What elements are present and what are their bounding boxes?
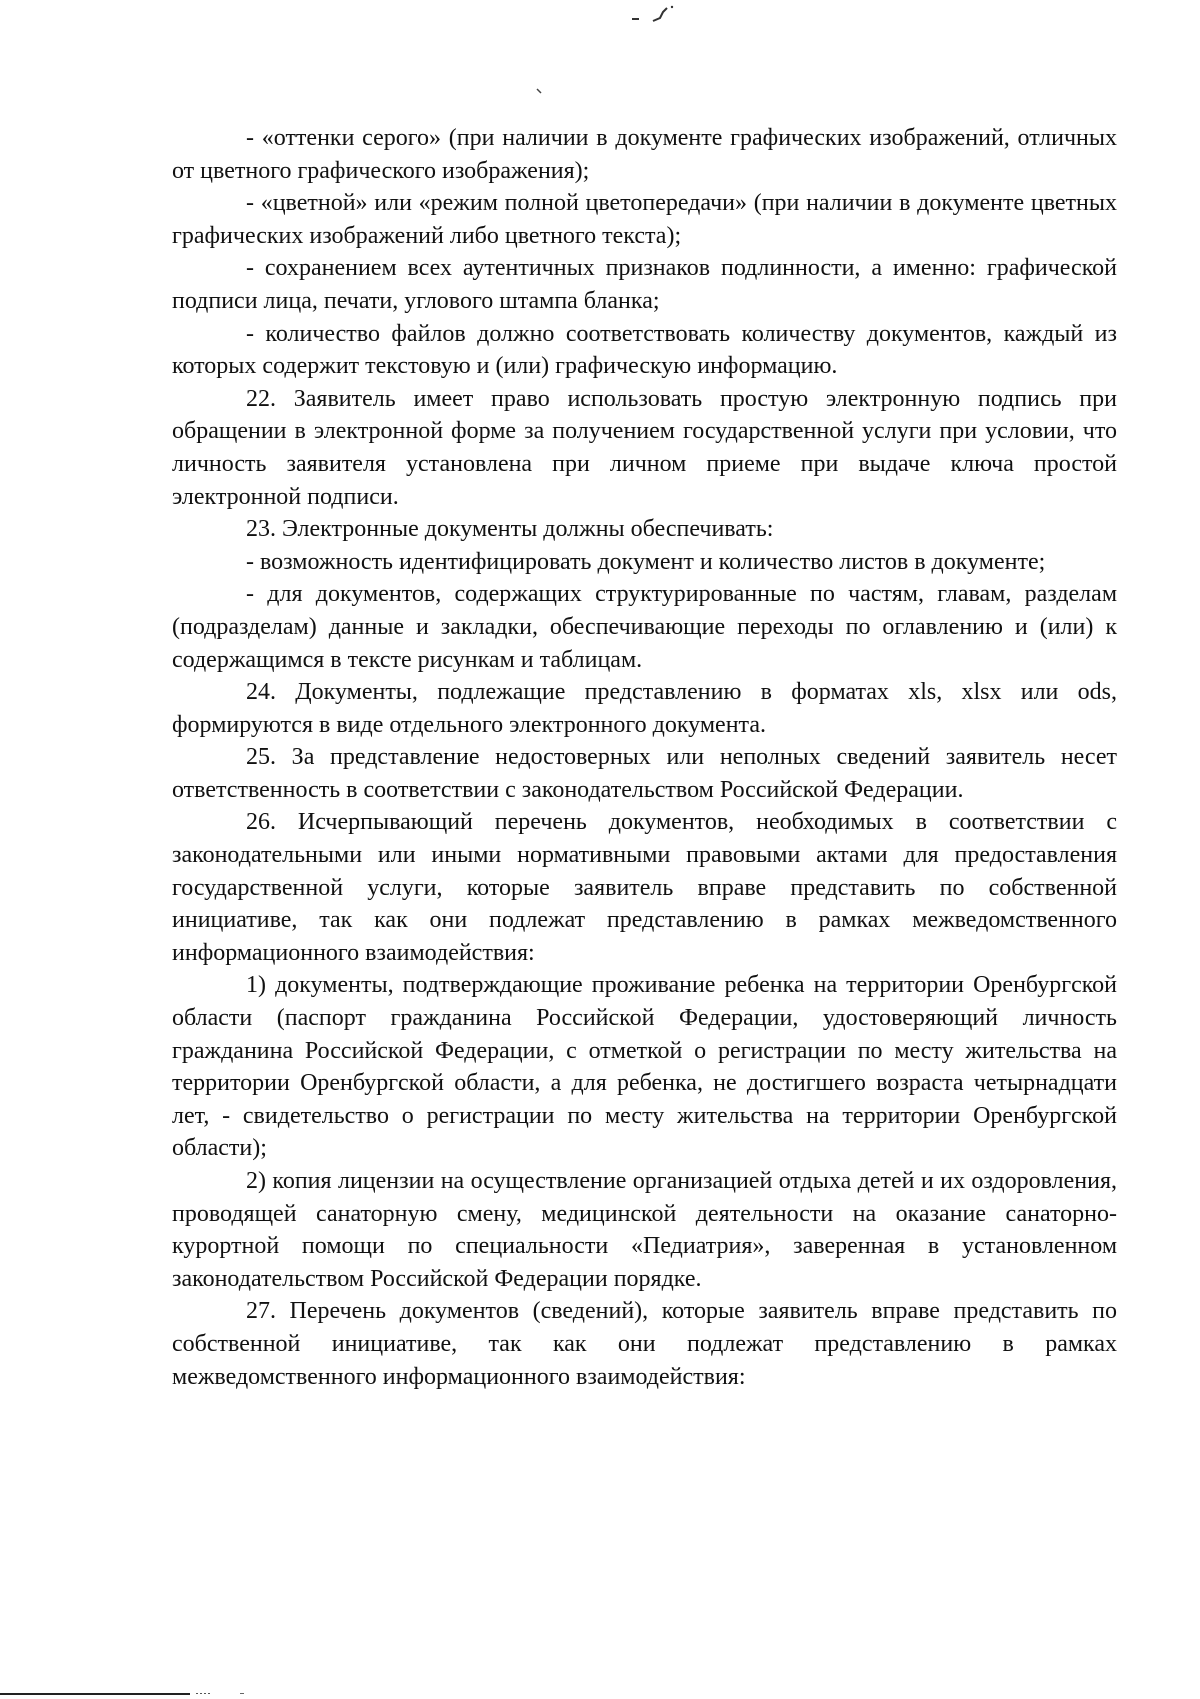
scan-artifact-top	[630, 4, 680, 26]
document-body	[172, 122, 1117, 1393]
paragraph-authenticity: - сохранением всех аутентичных признаков подлинности, а именно: графической подписи лица, печати, углового штампа бланка;	[172, 255, 1117, 314]
paragraph-item-1: 1) документы, подтверждающие проживание ребенка на территории Оренбургской области (паспорт гражданина Российской Федерации, удостоверяющий личность гражданина Российской Федерации, с отметкой о регистрации по месту жительства на территории Оренбургской области, а для ребенка, не достигшего возраста четырнадцати лет, - свидетельство о регистрации по месту жительства на территории Оренбургской области);	[172, 972, 1117, 1162]
paragraph-file-count: - количество файлов должно соответствовать количеству документов, каждый из которых содержит текстовую и (или) графическую информацию.	[172, 320, 1117, 380]
paragraph-clause-25: 25. За представление недостоверных или неполных сведений заявитель несет ответственность в соответствии с законодательством Российской Федерации.	[172, 744, 1117, 803]
paragraph-clause-26: 26. Исчерпывающий перечень документов, необходимых в соответствии с законодательными или иными нормативными правовыми актами для предоставления государственной услуги, которые заявитель вправе представить по собственной инициативе, так как они подлежат представлению в рамках межведомственного информационного взаимодействия:	[172, 809, 1117, 966]
paragraph-clause-27: 27. Перечень документов (сведений), которые заявитель вправе представить по собственной инициативе, так как они подлежат представлению в рамках межведомственного информационного взаимодействия:	[172, 1298, 1117, 1390]
scan-artifact-dot	[536, 88, 544, 94]
paragraph-clause-24: 24. Документы, подлежащие представлению в форматах xls, xlsx или ods, формируются в виде отдельного электронного документа.	[172, 679, 1117, 738]
paragraph-clause-23: 23. Электронные документы должны обеспечивать:	[246, 516, 774, 543]
footer-divider	[0, 1693, 190, 1695]
paragraph-grayscale-mode: - «оттенки серого» (при наличии в документе графических изображений, отличных от цветного графического изображения);	[172, 125, 1117, 184]
paragraph-color-mode: - «цветной» или «режим полной цветопередачи» (при наличии в документе цветных графических изображений либо цветного текста);	[172, 190, 1117, 249]
paragraph-item-2: 2) копия лицензии на осуществление организацией отдыха детей и их оздоровления, проводящей санаторную смену, медицинской деятельности на оказание санаторно-курортной помощи по специальности «Педиатрия», заверенная в установленном законодательством Российской Федерации порядке.	[172, 1168, 1117, 1292]
paragraph-clause-22: 22. Заявитель имеет право использовать простую электронную подпись при обращении в электронной форме за получением государственной услуги при условии, что личность заявителя установлена при личном приеме при выдаче ключа простой электронной подписи.	[172, 385, 1117, 510]
paragraph-bookmarks: - для документов, содержащих структурированные по частям, главам, разделам (подразделам) данные и закладки, обеспечивающие переходы по оглавлению и (или) к содержащимся в тексте рисункам и таблицам.	[172, 581, 1117, 673]
paragraph-identify-document: - возможность идентифицировать документ и количество листов в документе;	[246, 548, 1046, 575]
scan-artifact-bottom	[196, 1692, 256, 1695]
